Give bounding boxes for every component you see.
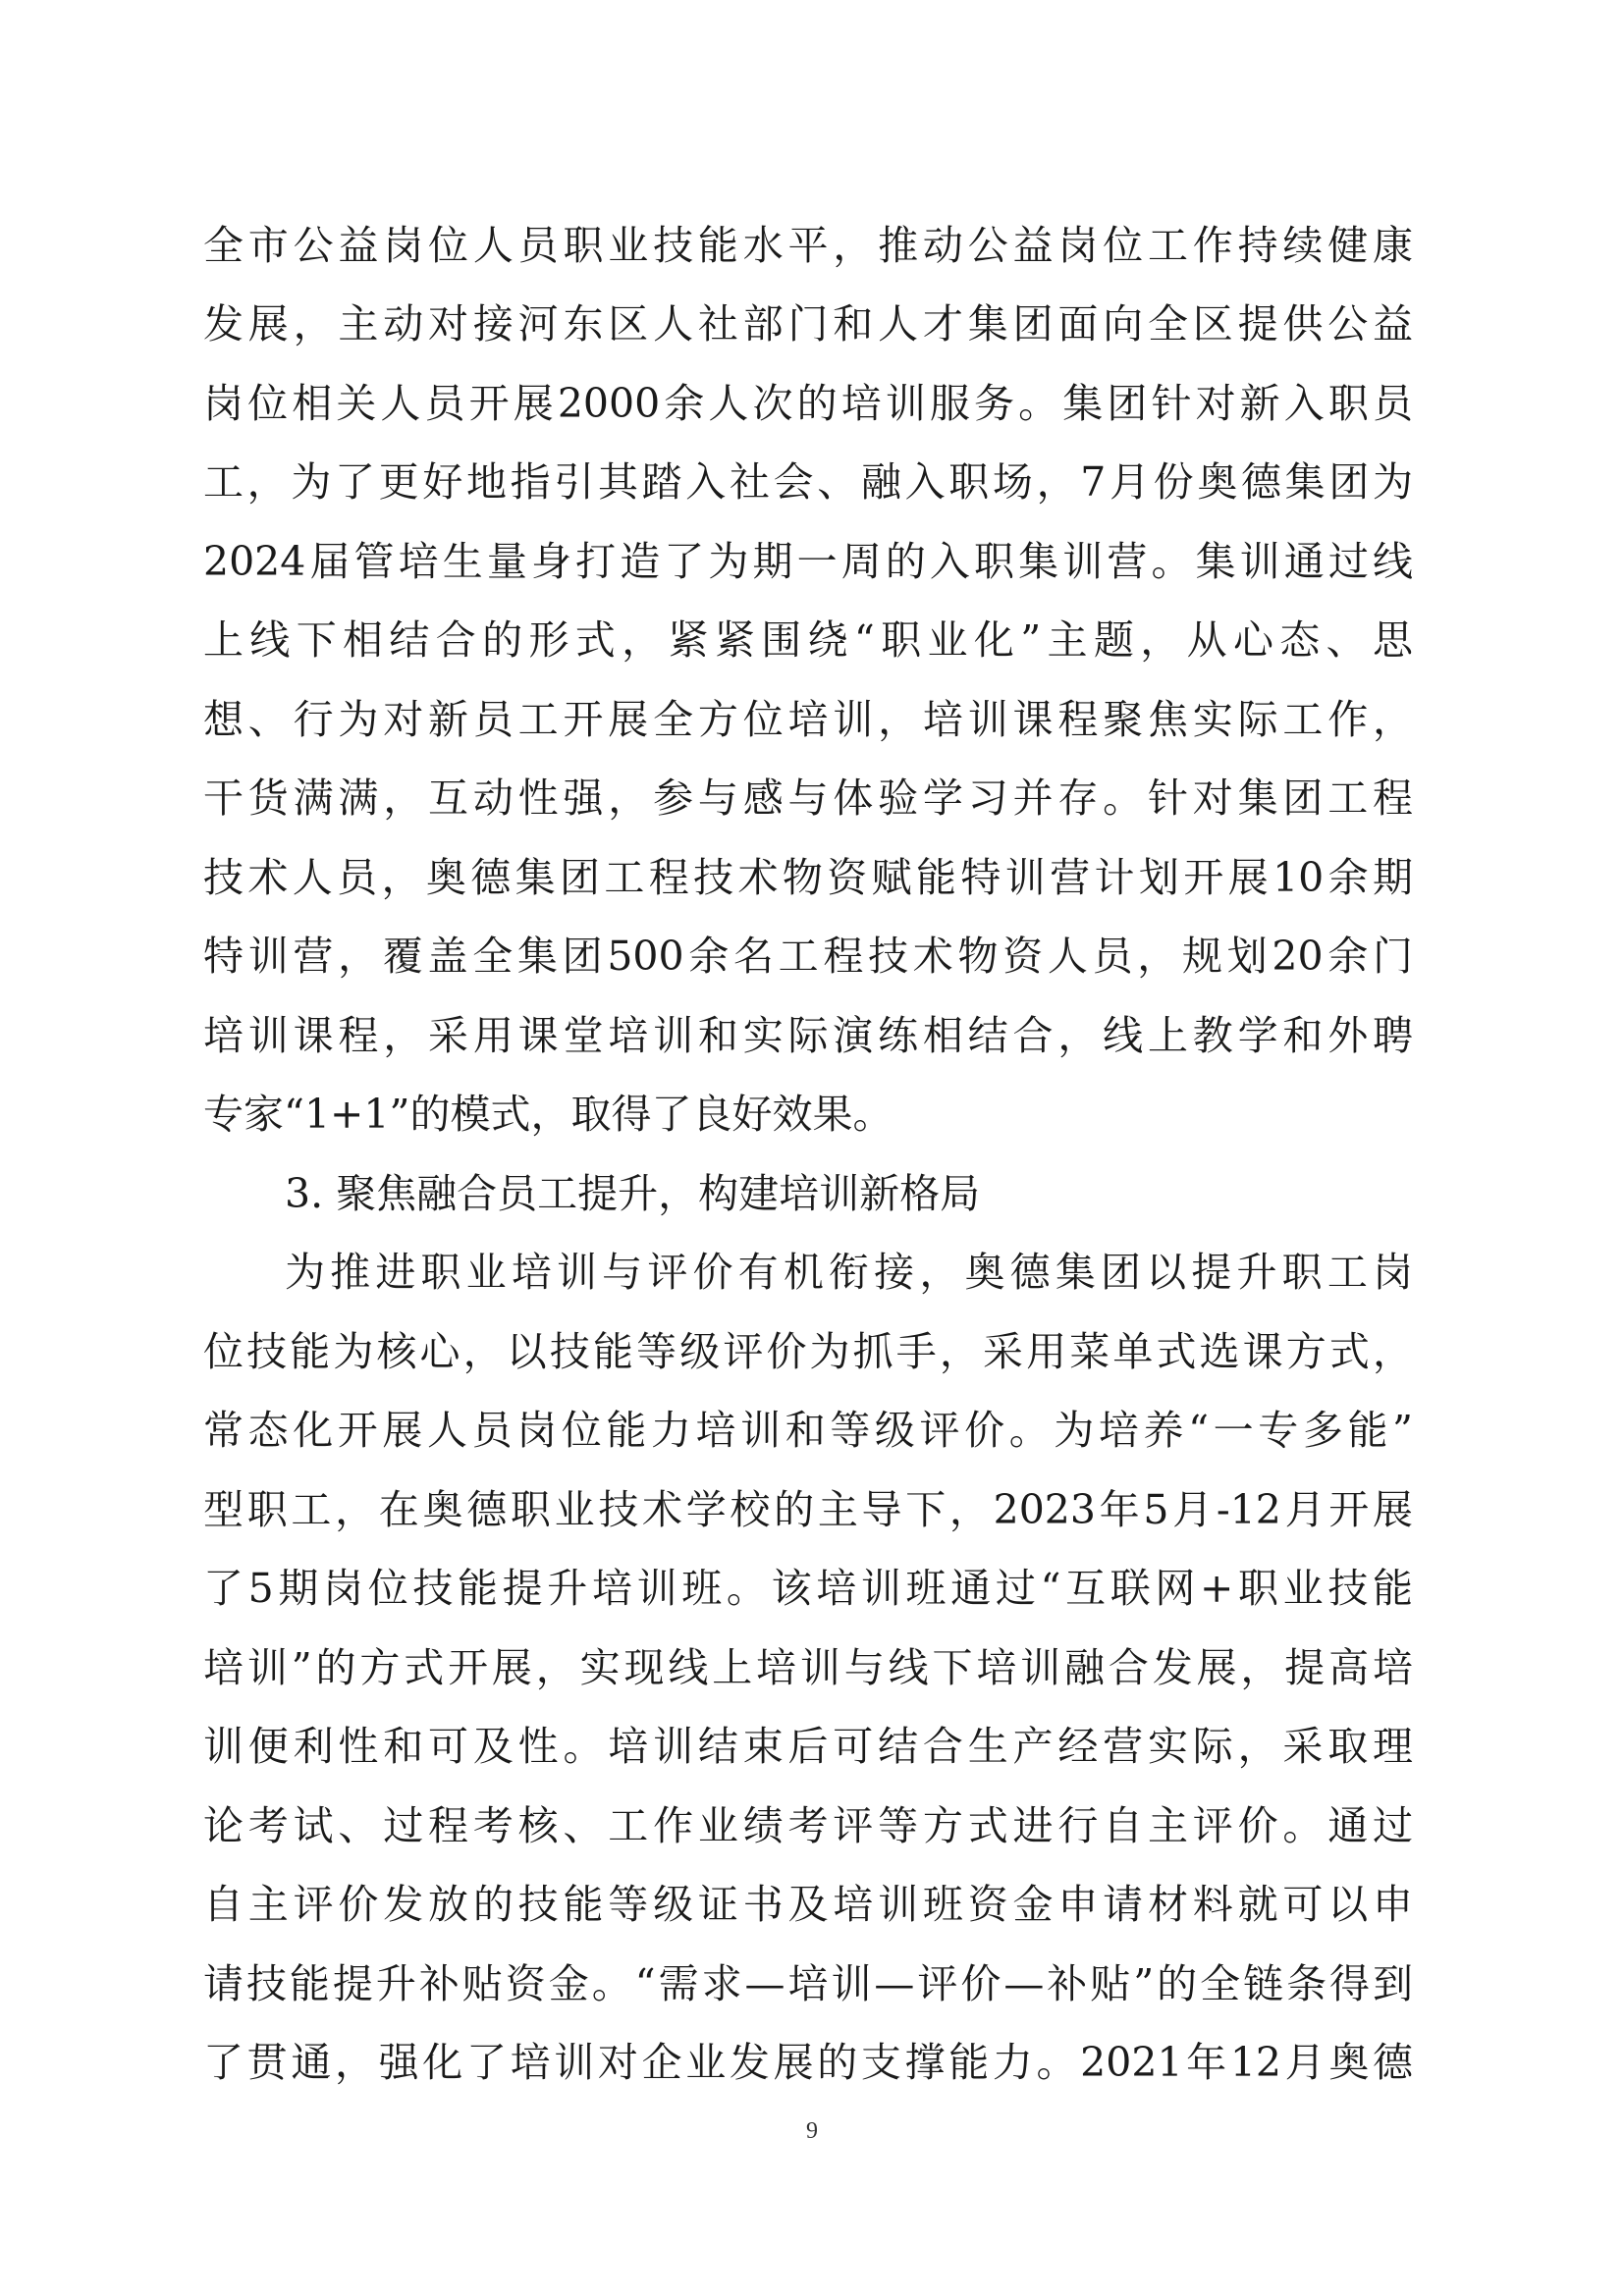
paragraph-line: 培训”的方式开展，实现线上培训与线下培训融合发展，提高培	[203, 1644, 1413, 1691]
paragraph-line: 位技能为核心，以技能等级评价为抓手，采用菜单式选课方式，	[203, 1328, 1413, 1375]
paragraph-line: 岗位相关人员开展2000余人次的培训服务。集团针对新入职员	[203, 380, 1413, 427]
paragraph-line: 型职工，在奥德职业技术学校的主导下，2023年5月-12月开展	[203, 1486, 1413, 1533]
paragraph-line: 专家“1+1”的模式，取得了良好效果。	[203, 1091, 893, 1138]
paragraph-line: 工，为了更好地指引其踏入社会、融入职场，7月份奥德集团为	[203, 458, 1413, 506]
paragraph-line: 发展，主动对接河东区人社部门和人才集团面向全区提供公益	[203, 300, 1413, 347]
paragraph-line: 特训营，覆盖全集团500余名工程技术物资人员，规划20余门	[203, 933, 1413, 980]
paragraph-line: 想、行为对新员工开展全方位培训，培训课程聚焦实际工作，	[203, 696, 1413, 743]
paragraph-line: 了贯通，强化了培训对企业发展的支撑能力。2021年12月奥德	[203, 2039, 1413, 2086]
paragraph-line: 培训课程，采用课堂培训和实际演练相结合，线上教学和外聘	[203, 1012, 1413, 1059]
section-heading: 3. 聚焦融合员工提升，构建培训新格局	[285, 1170, 981, 1217]
paragraph-line: 论考试、过程考核、工作业绩考评等方式进行自主评价。通过	[203, 1802, 1413, 1849]
paragraph-line: 了5期岗位技能提升培训班。该培训班通过“互联网+职业技能	[203, 1565, 1413, 1612]
paragraph-line: 训便利性和可及性。培训结束后可结合生产经营实际，采取理	[203, 1723, 1413, 1770]
paragraph-line: 干货满满，互动性强，参与感与体验学习并存。针对集团工程	[203, 774, 1413, 822]
paragraph-line: 常态化开展人员岗位能力培训和等级评价。为培养“一专多能”	[203, 1407, 1413, 1454]
paragraph-line: 全市公益岗位人员职业技能水平，推动公益岗位工作持续健康	[203, 222, 1413, 269]
paragraph-line: 上线下相结合的形式，紧紧围绕“职业化”主题，从心态、思	[203, 616, 1413, 664]
paragraph-line: 请技能提升补贴资金。“需求—培训—评价—补贴”的全链条得到	[203, 1960, 1413, 2007]
paragraph-line: 2024届管培生量身打造了为期一周的入职集训营。集训通过线	[203, 538, 1413, 585]
paragraph-line: 为推进职业培训与评价有机衔接，奥德集团以提升职工岗	[285, 1249, 1413, 1296]
page-number: 9	[806, 2118, 818, 2144]
paragraph-line: 自主评价发放的技能等级证书及培训班资金申请材料就可以申	[203, 1881, 1413, 1928]
paragraph-line: 技术人员，奥德集团工程技术物资赋能特训营计划开展10余期	[203, 854, 1413, 901]
